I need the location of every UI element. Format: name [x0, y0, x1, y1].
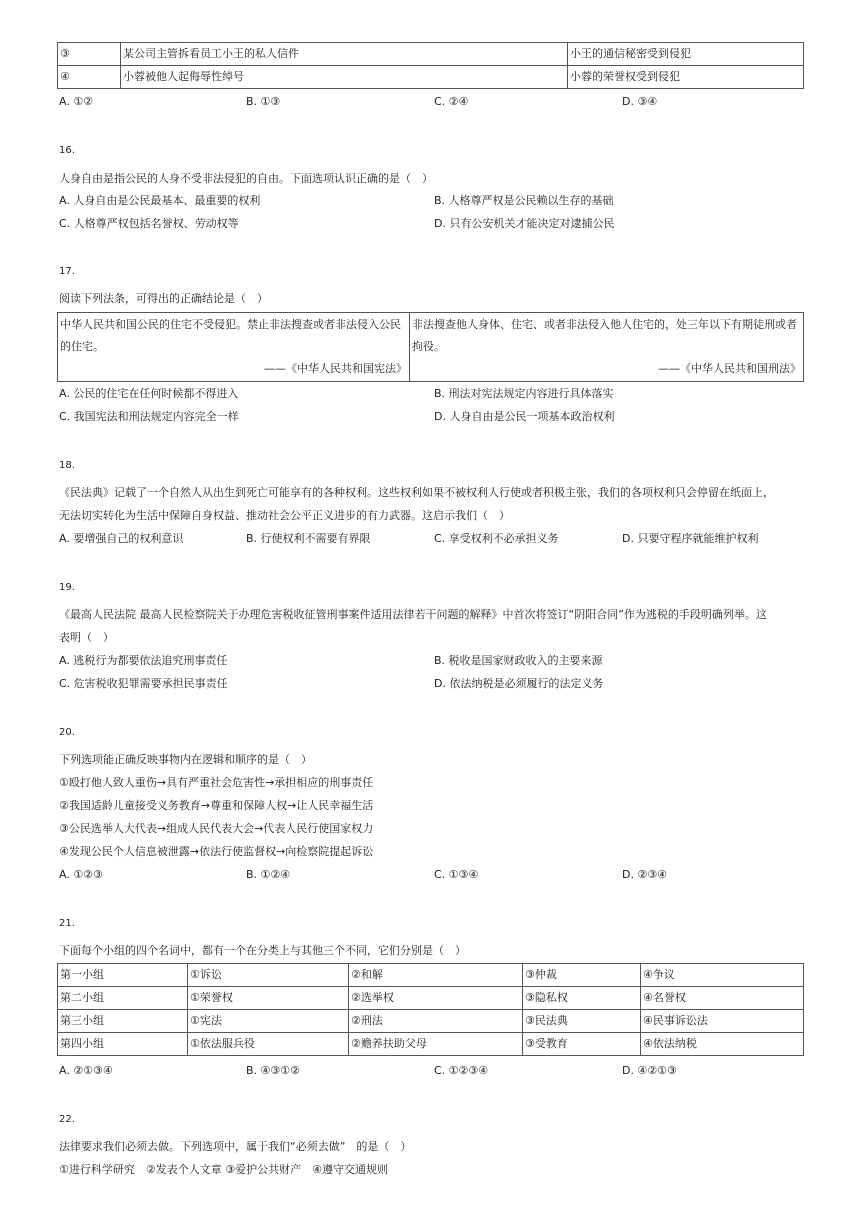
group-label: 第二小组 [58, 987, 188, 1010]
law-text: 中华人民共和国公民的住宅不受侵犯。禁止非法搜查或者非法侵入公民的住宅。 [60, 318, 401, 353]
constitution-cell [58, 313, 410, 382]
question-stem: 《民法典》记载了一个自然人从出生到死亡可能享有的各种权利。这些权利如果不被权利人行使或者积极主张，我们的各项权利只会停留在纸面上， [59, 486, 774, 499]
term-cell: ④争议 [641, 964, 804, 987]
table-row [58, 1010, 804, 1033]
q20-option-a[interactable]: A. ①②③ [59, 868, 103, 881]
question-stem: 下列选项能正确反映事物内在逻辑和顺序的是（ ） [59, 753, 312, 766]
q18-option-d[interactable]: D. 只要守程序就能维护权利 [622, 532, 759, 545]
q15-row-case: 某公司主管拆看员工小王的私人信件 [121, 43, 568, 66]
table-row [58, 43, 804, 66]
question-number: 16. [59, 145, 75, 156]
question-stem: 法律要求我们必须去做。下列选项中，属于我们“必须去做” 的是（ ） [59, 1140, 412, 1153]
term-cell: ①宪法 [188, 1010, 349, 1033]
statement-item: ①殴打他人致人重伤→具有严重社会危害性→承担相应的刑事责任 [59, 776, 374, 789]
q16-option-d[interactable]: D. 只有公安机关才能决定对逮捕公民 [434, 217, 615, 230]
q16-option-a[interactable]: A. 人身自由是公民最基本、最重要的权利 [59, 194, 261, 207]
statement-item: ④发现公民个人信息被泄露→依法行使监督权→向检察院提起诉讼 [59, 845, 374, 858]
term-cell: ③仲裁 [523, 964, 641, 987]
q18-option-c[interactable]: C. 享受权利不必承担义务 [434, 532, 559, 545]
table-row [58, 66, 804, 89]
q21-option-d[interactable]: D. ④②①③ [622, 1064, 677, 1077]
q21-option-a[interactable]: A. ②①③④ [59, 1064, 113, 1077]
q17-option-a[interactable]: A. 公民的住宅在任何时候都不得进入 [59, 387, 239, 400]
table-row [58, 1033, 804, 1056]
law-source: ——《中华人民共和国宪法》 [264, 362, 407, 375]
question-stem: 人身自由是指公民的人身不受非法侵犯的自由。下面选项认识正确的是（ ） [59, 172, 433, 185]
q21-table [57, 963, 804, 1056]
term-cell: ④民事诉讼法 [641, 1010, 804, 1033]
q17-option-b[interactable]: B. 刑法对宪法规定内容进行具体落实 [434, 387, 614, 400]
question-stem: 《最高人民法院 最高人民检察院关于办理危害税收征管刑事案件适用法律若干问题的解释》中首次将签订“阴阳合同”作为逃税的手段明确列举。这 [59, 608, 767, 621]
q15-row-right: 小蓉的荣誉权受到侵犯 [568, 66, 804, 89]
question-stem: 下面每个小组的四个名词中，都有一个在分类上与其他三个不同，它们分别是（ ） [59, 944, 466, 957]
q19-option-b[interactable]: B. 税收是国家财政收入的主要来源 [434, 654, 603, 667]
q15-option-c[interactable]: C. ②④ [434, 95, 469, 108]
term-cell: ②和解 [349, 964, 523, 987]
term-cell: ①诉讼 [188, 964, 349, 987]
group-label: 第一小组 [58, 964, 188, 987]
question-stem: 无法切实转化为生活中保障自身权益、推动社会公平正义进步的有力武器。这启示我们（ ） [59, 509, 510, 522]
question-stem: 阅读下列法条，可得出的正确结论是（ ） [59, 292, 268, 305]
q18-option-b[interactable]: B. 行使权利不需要有界限 [246, 532, 371, 545]
term-cell: ②选举权 [349, 987, 523, 1010]
q15-row-number: ④ [58, 66, 121, 89]
term-cell: ②赡养扶助父母 [349, 1033, 523, 1056]
q15-table [57, 42, 804, 89]
question-number: 18. [59, 460, 75, 471]
q19-option-d[interactable]: D. 依法纳税是必须履行的法定义务 [434, 677, 604, 690]
group-label: 第四小组 [58, 1033, 188, 1056]
q18-option-a[interactable]: A. 要增强自己的权利意识 [59, 532, 184, 545]
q15-option-b[interactable]: B. ①③ [246, 95, 281, 108]
q20-option-c[interactable]: C. ①③④ [434, 868, 479, 881]
statement-item: ③公民选举人大代表→组成人民代表大会→代表人民行使国家权力 [59, 822, 374, 835]
statement-item: ②我国适龄儿童接受义务教育→尊重和保障人权→让人民幸福生活 [59, 799, 374, 812]
question-number: 20. [59, 727, 75, 738]
q15-row-number: ③ [58, 43, 121, 66]
q19-option-c[interactable]: C. 危害税收犯罪需要承担民事责任 [59, 677, 228, 690]
q17-option-d[interactable]: D. 人身自由是公民一项基本政治权利 [434, 410, 615, 423]
q20-option-d[interactable]: D. ②③④ [622, 868, 668, 881]
statement-items: ①进行科学研究 ②发表个人文章 ③爱护公共财产 ④遵守交通规则 [59, 1163, 388, 1176]
term-cell: ①荣誉权 [188, 987, 349, 1010]
term-cell: ④依法纳税 [641, 1033, 804, 1056]
term-cell: ③受教育 [523, 1033, 641, 1056]
q17-law-table [57, 312, 804, 382]
q16-option-c[interactable]: C. 人格尊严权包括名誉权、劳动权等 [59, 217, 239, 230]
term-cell: ①依法服兵役 [188, 1033, 349, 1056]
question-number: 19. [59, 582, 75, 593]
term-cell: ③隐私权 [523, 987, 641, 1010]
group-label: 第三小组 [58, 1010, 188, 1033]
q15-row-right: 小王的通信秘密受到侵犯 [568, 43, 804, 66]
q15-row-case: 小蓉被他人起侮辱性绰号 [121, 66, 568, 89]
law-source: ——《中华人民共和国刑法》 [658, 362, 801, 375]
criminal-law-cell [410, 313, 804, 382]
question-number: 21. [59, 918, 75, 929]
question-number: 17. [59, 266, 75, 277]
q21-option-b[interactable]: B. ④③①② [246, 1064, 300, 1077]
term-cell: ②刑法 [349, 1010, 523, 1033]
question-number: 22. [59, 1114, 75, 1125]
q20-option-b[interactable]: B. ①②④ [246, 868, 291, 881]
term-cell: ④名誉权 [641, 987, 804, 1010]
table-row [58, 313, 804, 382]
q21-option-c[interactable]: C. ①②③④ [434, 1064, 489, 1077]
q15-option-a[interactable]: A. ①② [59, 95, 94, 108]
q15-option-d[interactable]: D. ③④ [622, 95, 658, 108]
question-stem: 表明（ ） [59, 631, 114, 644]
law-text: 非法搜查他人身体、住宅、或者非法侵入他人住宅的，处三年以下有期徒刑或者拘役。 [412, 318, 797, 353]
q17-option-c[interactable]: C. 我国宪法和刑法规定内容完全一样 [59, 410, 239, 423]
q16-option-b[interactable]: B. 人格尊严权是公民赖以生存的基础 [434, 194, 614, 207]
table-row [58, 964, 804, 987]
q19-option-a[interactable]: A. 逃税行为都要依法追究刑事责任 [59, 654, 228, 667]
term-cell: ③民法典 [523, 1010, 641, 1033]
table-row [58, 987, 804, 1010]
